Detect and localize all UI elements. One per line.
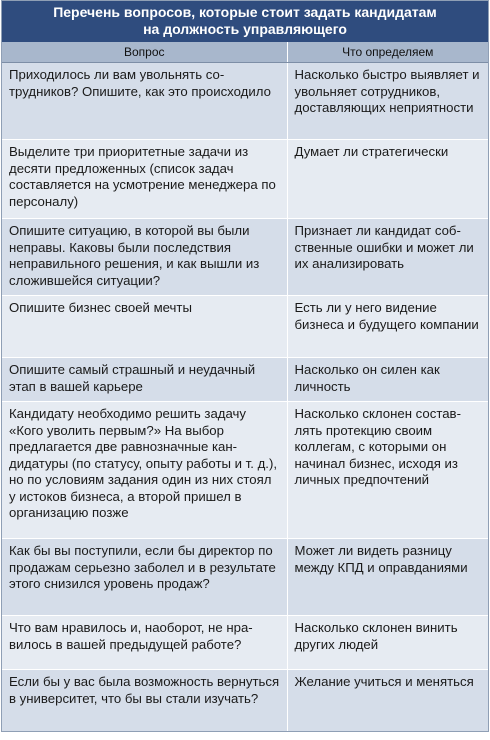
table-row [2,539,488,616]
question-cell: Опишите бизнес своей мечты [2,296,287,358]
table-row [2,296,488,358]
table-title [2,1,488,42]
question-cell: Кандидату необходимо решить задачу «Кого уволить первым?» На выбор предлагается две равнозначные кандидатуры (по статусу, опыту работы и т. д.), но по условиям задания один из них стоял у истоков бизнеса, а второй пришел в организацию позже [2,402,287,539]
table-row [2,63,488,140]
table-row [2,616,488,670]
determines-cell: Насколько быстро выявляет и увольняет сотрудников, доставляющих неприятности [287,63,488,140]
determines-cell: Есть ли у него видение бизнеса и будущего компании [287,296,488,358]
determines-cell: Насколько склонен винить других людей [287,616,488,670]
question-cell: Если бы у вас была возможность вернуться в университет, что бы вы стали изучать? [2,670,287,731]
header-row [2,42,488,63]
questions-table-panel [1,0,489,732]
determines-cell: Желание учиться и меняться [287,670,488,731]
determines-cell: Может ли видеть разницу между КПД и оправданиями [287,539,488,616]
table-row [2,402,488,539]
question-cell: Опишите самый страшный и неудачный этап в вашей карьере [2,358,287,402]
table-row [2,140,488,219]
header-determines: Что определяем [287,42,488,63]
table-row [2,670,488,731]
determines-cell: Признает ли кандидат собственные ошибки и может ли их анализировать [287,219,488,296]
table-row [2,219,488,296]
table-row [2,358,488,402]
question-cell: Что вам нравилось и, наоборот, не нравилось в вашей предыдущей работе? [2,616,287,670]
title-line-2: на должность управляющего [143,21,347,37]
question-cell: Выделите три приоритетные задачи из десяти предложенных (список задач составляется на усмотрение менеджера по персоналу) [2,140,287,219]
determines-cell: Насколько он силен как личность [287,358,488,402]
title-line-1: Перечень вопросов, которые стоит задать кандидатам [53,4,437,20]
question-cell: Приходилось ли вам увольнять сотрудников? Опишите, как это происходило [2,63,287,140]
header-question: Вопрос [2,42,287,63]
question-cell: Как бы вы поступили, если бы директор по продажам серьезно заболел и в результате этого снизился уровень продаж? [2,539,287,616]
determines-cell: Думает ли стратегически [287,140,488,219]
questions-table [2,42,488,731]
determines-cell: Насколько склонен составлять протекцию своим коллегам, с которыми он начинал бизнес, исходя из личных предпочтений [287,402,488,539]
question-cell: Опишите ситуацию, в которой вы были неправы. Каковы были последствия неправильного решения, и как вышли из сложившейся ситуации? [2,219,287,296]
